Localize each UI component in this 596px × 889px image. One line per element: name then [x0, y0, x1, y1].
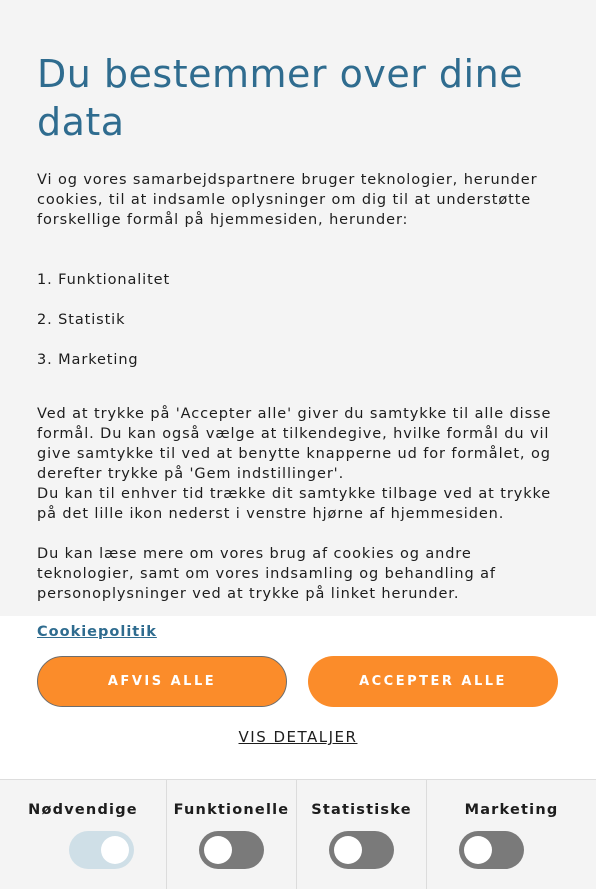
purpose-item-statistics: 2. Statistik: [37, 312, 126, 328]
consent-categories: [0, 779, 596, 889]
category-label: Statistiske: [311, 802, 412, 818]
purpose-item-functionality: 1. Funktionalitet: [37, 272, 171, 288]
more-info-text: Du kan læse mere om vores brug af cookies og andre teknologier, samt om vores indsamling og behandling af personoplysninger ved at trykke på linket herunder.: [37, 546, 496, 602]
category-necessary: [0, 780, 167, 889]
necessary-toggle[interactable]: [69, 831, 134, 869]
toggle-knob: [204, 836, 232, 864]
category-label: Funktionelle: [173, 802, 290, 818]
toggle-knob: [101, 836, 129, 864]
accept-all-button[interactable]: ACCEPTER ALLE: [308, 656, 558, 707]
reject-all-button[interactable]: AFVIS ALLE: [37, 656, 287, 707]
toggle-knob: [464, 836, 492, 864]
category-label: Marketing: [464, 802, 559, 818]
purpose-item-marketing: 3. Marketing: [37, 352, 139, 368]
category-functional: [167, 780, 297, 889]
purpose-list: [37, 250, 559, 390]
statistics-toggle[interactable]: [329, 831, 394, 869]
intro-text: Vi og vores samarbejdspartnere bruger teknologier, herunder cookies, til at indsamle oplysninger om dig til at understøtte forskellige formål på hjemmesiden, herunder:: [37, 172, 538, 228]
category-marketing: [427, 780, 596, 889]
category-label: Nødvendige: [28, 802, 138, 818]
consent-actions: [0, 616, 596, 779]
functional-toggle[interactable]: [199, 831, 264, 869]
cookie-policy-link[interactable]: Cookiepolitik: [37, 624, 157, 640]
consent-text: Ved at trykke på 'Accepter alle' giver du samtykke til alle disse formål. Du kan også vælge at tilkendegive, hvilke formål du vil give samtykke til ved at benytte knapperne ud for formålet, og derefter trykke på 'Gem indstillinger'. Du kan til enhver tid trække dit samtykke tilbage ved at trykke på det lille ikon nederst i venstre hjørne af hjemmesiden.: [37, 406, 552, 522]
category-statistics: [297, 780, 427, 889]
marketing-toggle[interactable]: [459, 831, 524, 869]
toggle-knob: [334, 836, 362, 864]
show-details-link[interactable]: VIS DETALJER: [238, 728, 358, 746]
dialog-title: Du bestemmer over dine data: [37, 52, 524, 144]
